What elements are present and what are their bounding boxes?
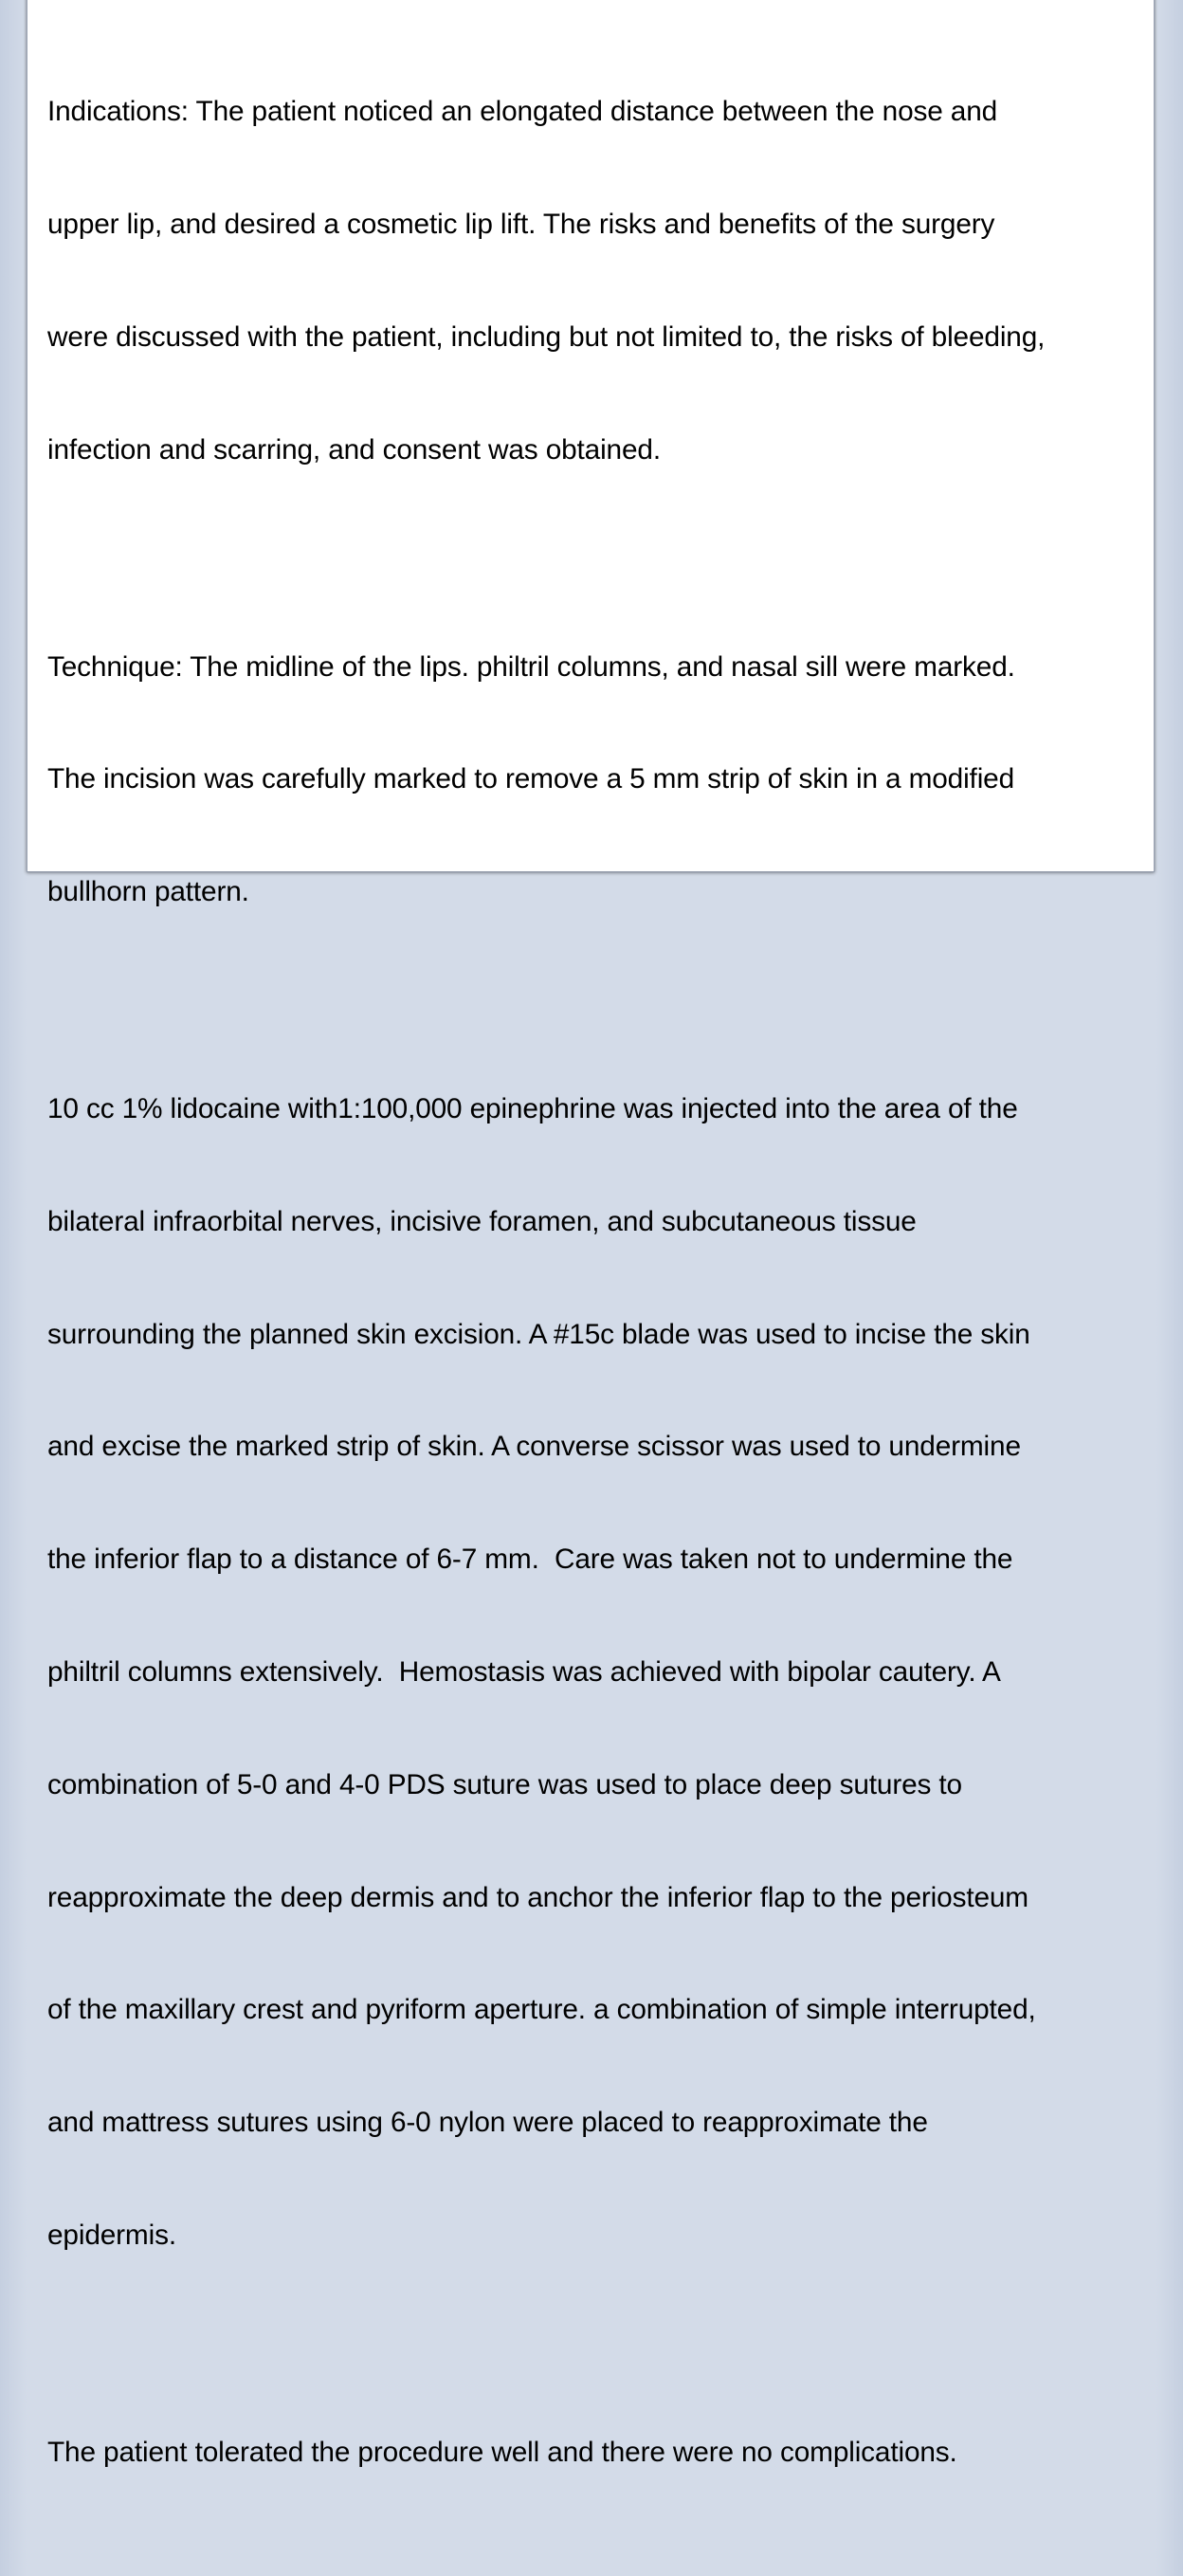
indications-paragraph	[47, 18, 1138, 543]
text-line: infection and scarring, and consent was obtained.	[47, 433, 661, 466]
text-line: The patient tolerated the procedure well and there were no complications.	[47, 2436, 957, 2468]
document-page	[27, 0, 1155, 2468]
technique-paragraph	[47, 573, 1138, 986]
text-line: were discussed with the patient, including but not limited to, the risks of bleeding,	[47, 320, 1046, 353]
text-line: philtril columns extensively. Hemostasis was achieved with bipolar cautery. A	[47, 1655, 1001, 1688]
outcome-paragraph	[47, 2359, 1138, 2547]
text-line: upper lip, and desired a cosmetic lip lift. The risks and benefits of the surgery	[47, 208, 995, 240]
text-line: reapproximate the deep dermis and to anchor the inferior flap to the periosteum	[47, 1881, 1028, 1913]
text-line: and excise the marked strip of skin. A converse scissor was used to undermine	[47, 1431, 1021, 1463]
document-body	[47, 18, 1138, 2576]
text-line: the inferior flap to a distance of 6-7 mm. Care was taken not to undermine the	[47, 1544, 1013, 1576]
text-line: Technique: The midline of the lips. philtril columns, and nasal sill were marked.	[47, 650, 1015, 683]
procedure-paragraph	[47, 1015, 1138, 2329]
text-line: 10 cc 1% lidocaine with1:100,000 epinephrine was injected into the area of the	[47, 1093, 1018, 1125]
text-line: surrounding the planned skin excision. A #15c blade was used to incise the skin	[47, 1318, 1030, 1350]
text-line: bilateral infraorbital nerves, incisive foramen, and subcutaneous tissue	[47, 1205, 917, 1237]
text-line: The incision was carefully marked to remove a 5 mm strip of skin in a modified	[47, 763, 1015, 795]
text-line: Indications: The patient noticed an elongated distance between the nose and	[47, 96, 998, 128]
text-line: of the maxillary crest and pyriform aperture. a combination of simple interrupted,	[47, 1994, 1036, 2026]
text-line: and mattress sutures using 6-0 nylon were placed to reapproximate the	[47, 2107, 928, 2139]
text-line: bullhorn pattern.	[47, 876, 249, 908]
text-line: combination of 5-0 and 4-0 PDS suture was used to place deep sutures to	[47, 1768, 962, 1800]
text-line: epidermis.	[47, 2219, 176, 2251]
